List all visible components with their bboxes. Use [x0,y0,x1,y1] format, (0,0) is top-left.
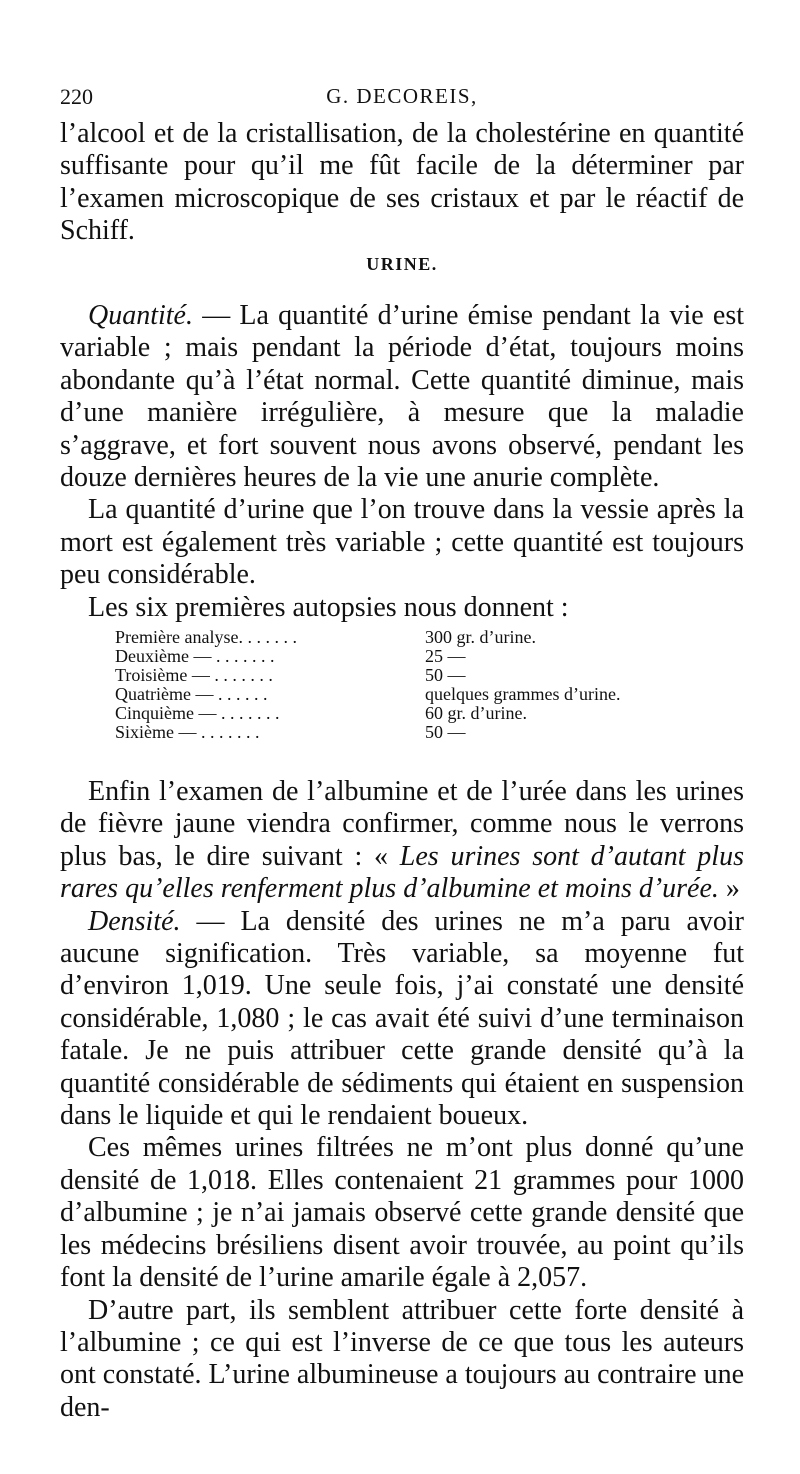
densite-paragraph-2: Ces mêmes urines filtrées ne m’ont plus donné qu’une densité de 1,018. Elles contenaient 21 grammes pour 1000 d’albumine ; je n’ai jamais observé cette grande densité que les médecins brésiliens disent avoir trouvée, au point qu’ils font la densité de l’urine amarile égale à 2,057. [60,1132,744,1294]
densite-paragraph [60,906,744,1133]
analysis-block [60,776,744,1424]
page-number: 220 [60,84,93,109]
quantite-paragraph-2: La quantité d’urine que l’on trouve dans la vessie après la mort est également très variable ; cette quantité est toujours peu considérable. [60,494,744,591]
table-row [115,685,715,704]
autopsy-value: 300 gr. d’urine. [425,627,536,647]
intro-block [60,118,744,248]
table-row [115,628,715,647]
autopsy-value: quelques grammes d’urine. [425,684,621,704]
table-row [115,666,715,685]
table-row [115,723,715,742]
section-title: URINE. [366,254,438,274]
autopsy-value: 50 — [425,665,466,685]
table-row [115,704,715,723]
autopsy-label: Troisième — . . . . . . . [115,665,273,685]
enfin-end: » [718,873,740,905]
autopsy-label: Première analyse. . . . . . . [115,627,297,647]
autopsy-value: 25 — [425,646,466,666]
autopsy-value: 50 — [425,722,466,742]
autopsy-label: Cinquième — . . . . . . . [115,703,280,723]
autopsy-table [115,628,715,742]
enfin-quote: Les urines sont d’autant plus rares qu’elles renferment plus d’albumine et moins d’urée. [60,840,744,905]
enfin-paragraph [60,776,744,906]
quantite-text: — La quantité d’urine émise pendant la vie est variable ; mais pendant la période d’état, toujours moins abondante qu’à l’état normal. Cette quantité diminue, mais d’une manière irrégulière, à mesure que la maladie s’aggrave, et fort souvent nous avons observé, pendant les douze dernières heures de la vie une anurie complète. [60,300,744,494]
quantite-paragraph [60,300,744,494]
table-row [115,647,715,666]
intro-paragraph: l’alcool et de la cristallisation, de la cholestérine en quantité suffisante pour qu’il me fût facile de la déterminer par l’examen microscopique de ses cristaux et par le réactif de Schiff. [60,118,744,247]
densite-text: — La densité des urines ne m’a paru avoir aucune signification. Très variable, sa moyenne fut d’environ 1,019. Une seule fois, j’ai constaté une densité considérable, 1,080 ; le cas avait été suivi d’une terminaison fatale. Je ne puis attribuer cette grande densité qu’à la quantité considérable de sédiments qui étaient en suspension dans le liquide et qui le rendaient boueux. [60,905,744,1132]
page-header [60,84,744,114]
autopsy-value: 60 gr. d’urine. [425,703,527,723]
quantite-heading: Quantité. [88,300,193,331]
autopsy-label: Deuxième — . . . . . . . [115,646,275,666]
quantite-paragraph-3: Les six premières autopsies nous donnent : [88,591,569,623]
running-head: G. DECOREIS, [326,84,478,108]
autopsy-label: Quatrième — . . . . . . [115,684,268,704]
densite-heading: Densité. [88,905,181,937]
autopsy-label: Sixième — . . . . . . . [115,722,260,742]
quantite-block [60,300,744,624]
densite-paragraph-3: D’autre part, ils semblent attribuer cette forte densité à l’albumine ; ce qui est l’inverse de ce que tous les auteurs ont constaté. L’urine albumineuse a toujours au contraire une den- [60,1294,744,1423]
enfin-text: Enfin l’examen de l’albumine et de l’urée dans les urines de fièvre jaune viendra confirmer, comme nous le verrons plus bas, le dire suivant : « [60,776,744,872]
